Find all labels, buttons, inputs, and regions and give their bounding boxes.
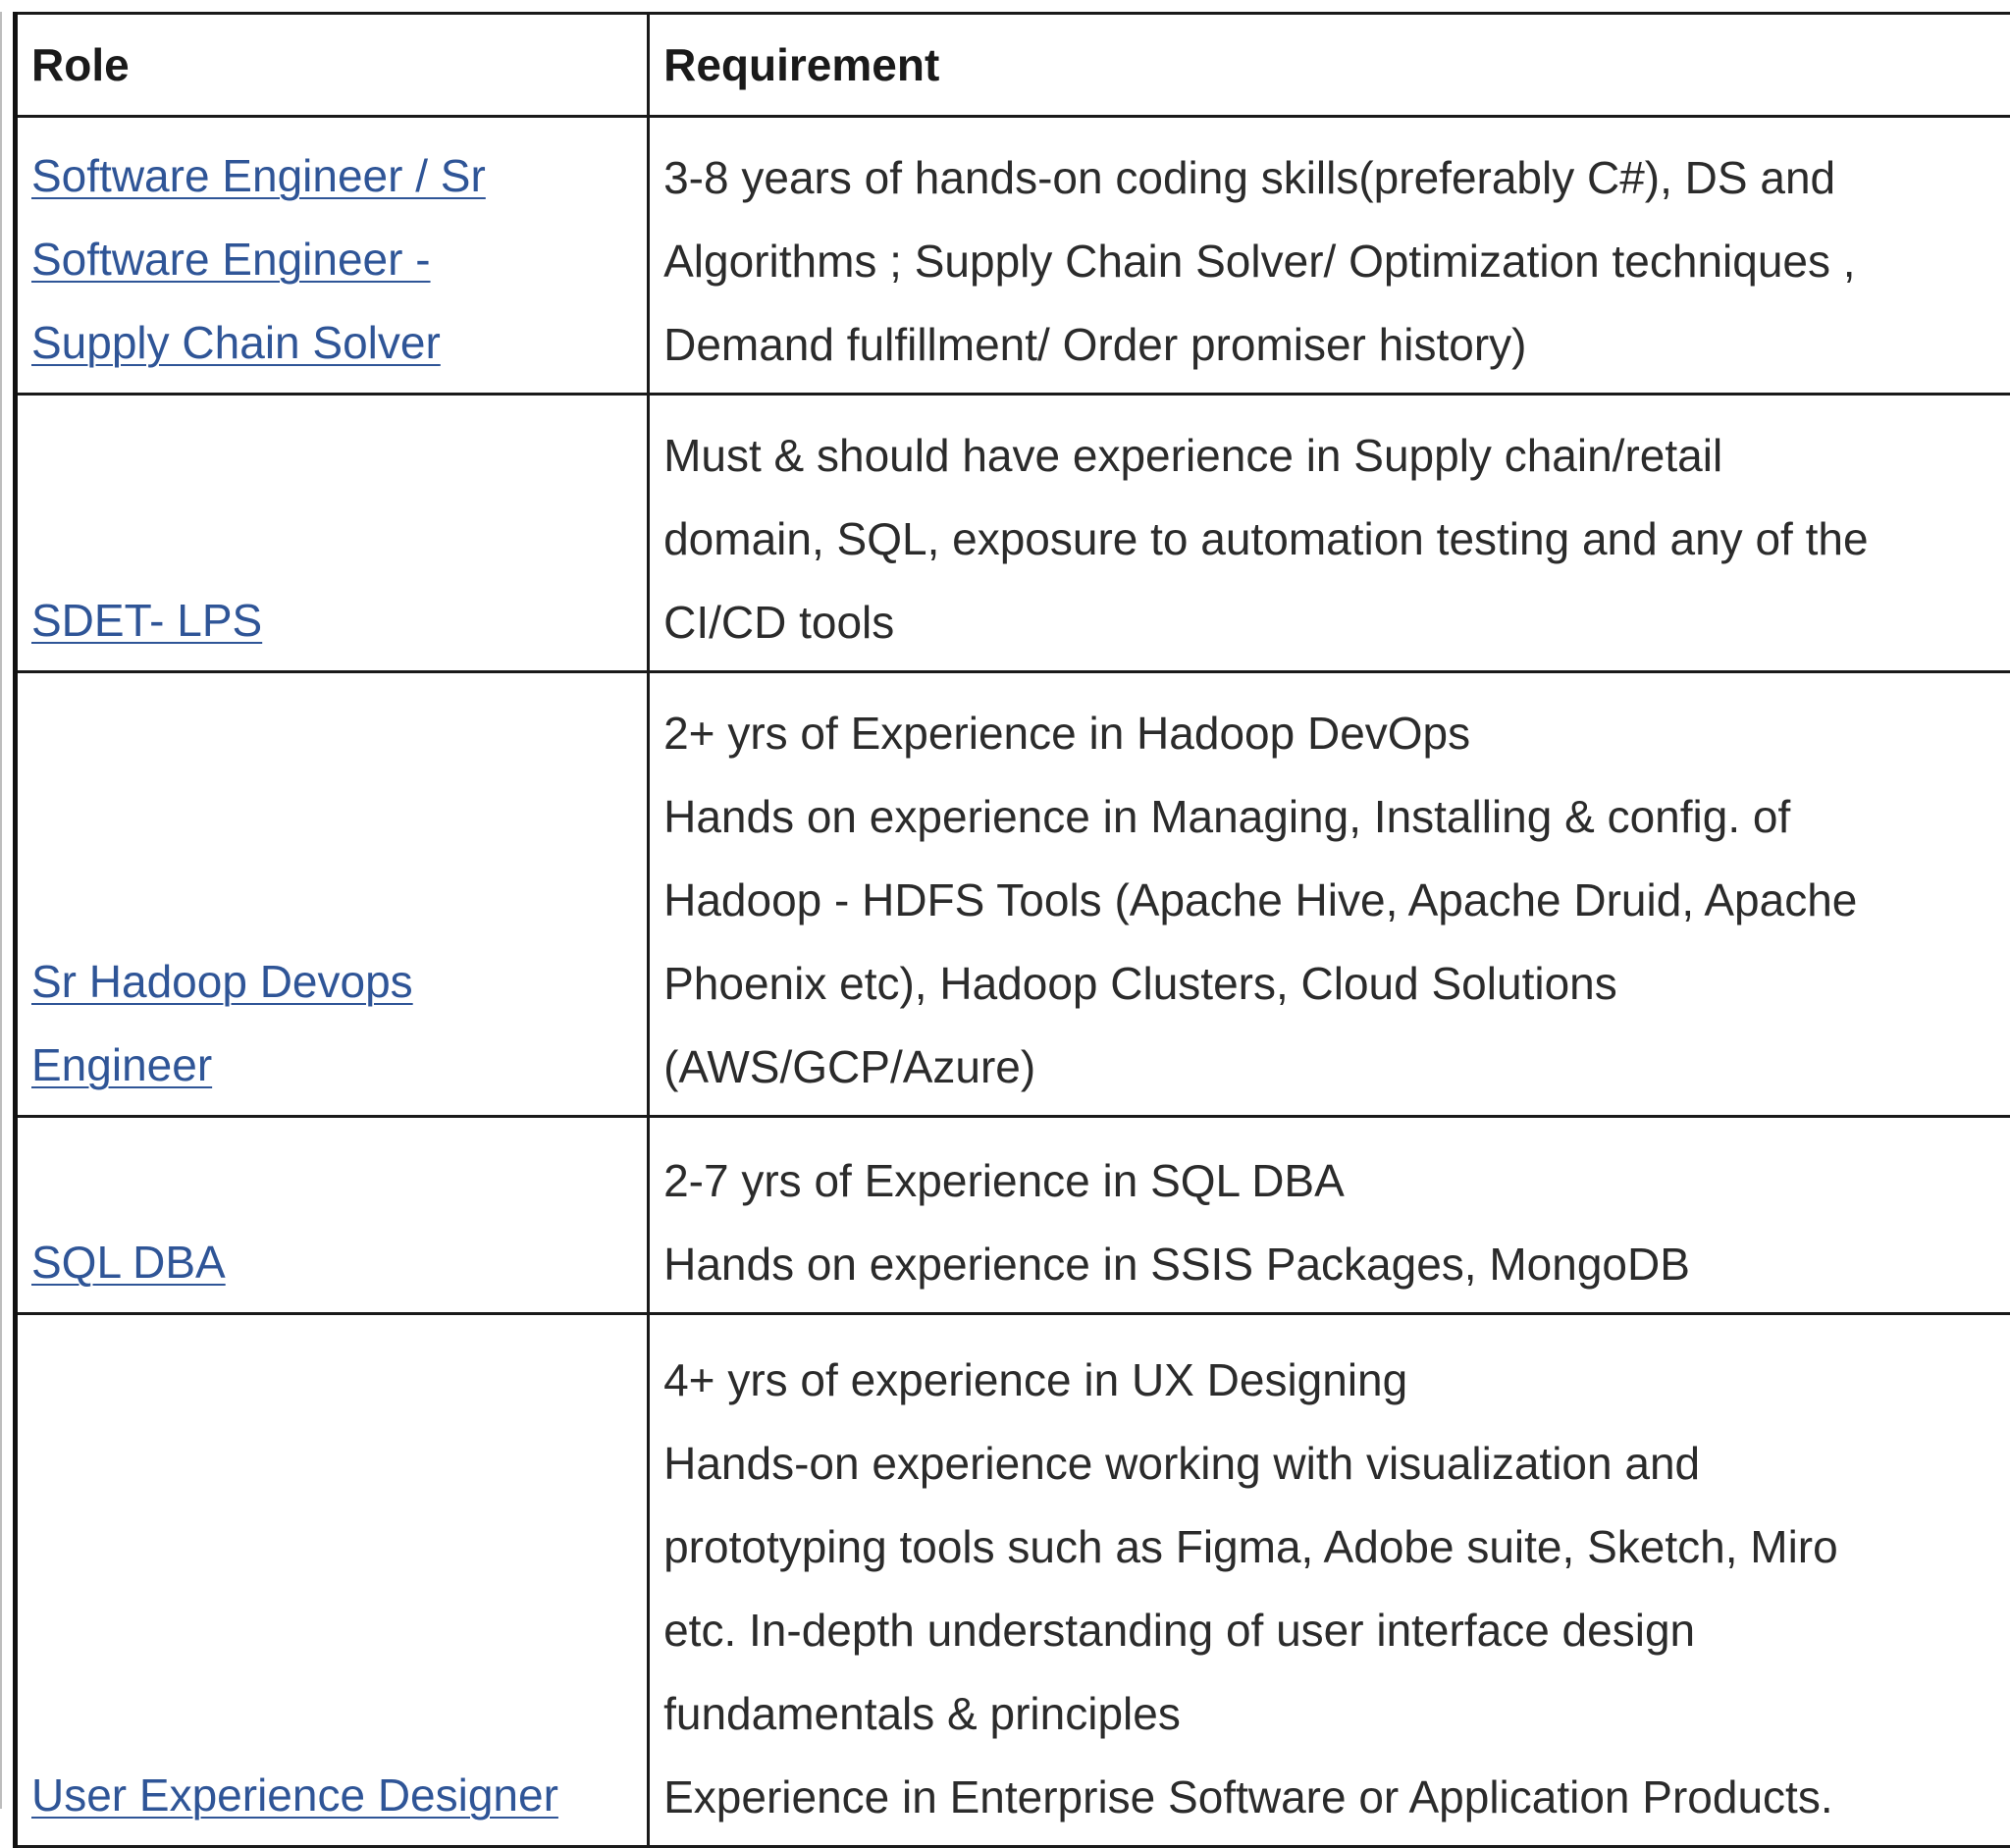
- table-header-row: [16, 14, 2010, 117]
- role-cell: [16, 395, 649, 672]
- requirement-line: CI/CD tools: [663, 581, 2010, 664]
- requirement-line: Hands on experience in SSIS Packages, MongoDB: [663, 1223, 2010, 1306]
- requirement-line: Hadoop - HDFS Tools (Apache Hive, Apache Druid, Apache: [663, 859, 2010, 942]
- table-row: [16, 1314, 2010, 1847]
- role-cell: [16, 1314, 649, 1847]
- requirement-line: Demand fulfillment/ Order promiser history): [663, 303, 2010, 387]
- outer-table-edge: [0, 12, 2, 1809]
- table-row: [16, 395, 2010, 672]
- requirement-line: 2-7 yrs of Experience in SQL DBA: [663, 1139, 2010, 1223]
- requirement-line: Hands-on experience working with visualization and: [663, 1422, 2010, 1505]
- role-cell: [16, 672, 649, 1117]
- requirement-line: (AWS/GCP/Azure): [663, 1026, 2010, 1109]
- column-header-role: Role: [16, 14, 649, 117]
- role-cell: [16, 1117, 649, 1314]
- requirement-cell: [649, 1117, 2010, 1314]
- requirement-line: fundamentals & principles: [663, 1672, 2010, 1756]
- table-row: [16, 672, 2010, 1117]
- requirement-line: domain, SQL, exposure to automation testing and any of the: [663, 498, 2010, 581]
- role-link-sdet-lps[interactable]: SDET- LPS: [31, 579, 633, 662]
- requirement-line: 4+ yrs of experience in UX Designing: [663, 1339, 2010, 1422]
- requirement-line: Algorithms ; Supply Chain Solver/ Optimization techniques ,: [663, 220, 2010, 303]
- requirement-line: Must & should have experience in Supply chain/retail: [663, 414, 2010, 498]
- role-link-software-engineer[interactable]: Software Engineer / Sr Software Engineer - Supply Chain Solver: [31, 134, 633, 385]
- role-link-user-experience-designer[interactable]: User Experience Designer: [31, 1754, 633, 1837]
- requirement-line: Phoenix etc), Hadoop Clusters, Cloud Solutions: [663, 942, 2010, 1026]
- job-requirements-table: [13, 12, 2010, 1848]
- requirement-cell: [649, 395, 2010, 672]
- table-row: [16, 117, 2010, 395]
- requirement-line: Hands on experience in Managing, Installing & config. of: [663, 775, 2010, 859]
- requirement-line: Experience in Enterprise Software or Application Products.: [663, 1756, 2010, 1839]
- requirement-line: 3-8 years of hands-on coding skills(preferably C#), DS and: [663, 136, 2010, 220]
- requirement-cell: [649, 672, 2010, 1117]
- requirement-line: prototyping tools such as Figma, Adobe suite, Sketch, Miro: [663, 1505, 2010, 1589]
- requirement-cell: [649, 1314, 2010, 1847]
- role-link-sr-hadoop-devops-engineer[interactable]: Sr Hadoop Devops Engineer: [31, 940, 633, 1107]
- column-header-requirement: Requirement: [649, 14, 2010, 117]
- table-row: [16, 1117, 2010, 1314]
- requirement-line: 2+ yrs of Experience in Hadoop DevOps: [663, 692, 2010, 775]
- role-cell: [16, 117, 649, 395]
- requirement-cell: [649, 117, 2010, 395]
- requirement-line: etc. In-depth understanding of user interface design: [663, 1589, 2010, 1672]
- role-link-sql-dba[interactable]: SQL DBA: [31, 1221, 633, 1304]
